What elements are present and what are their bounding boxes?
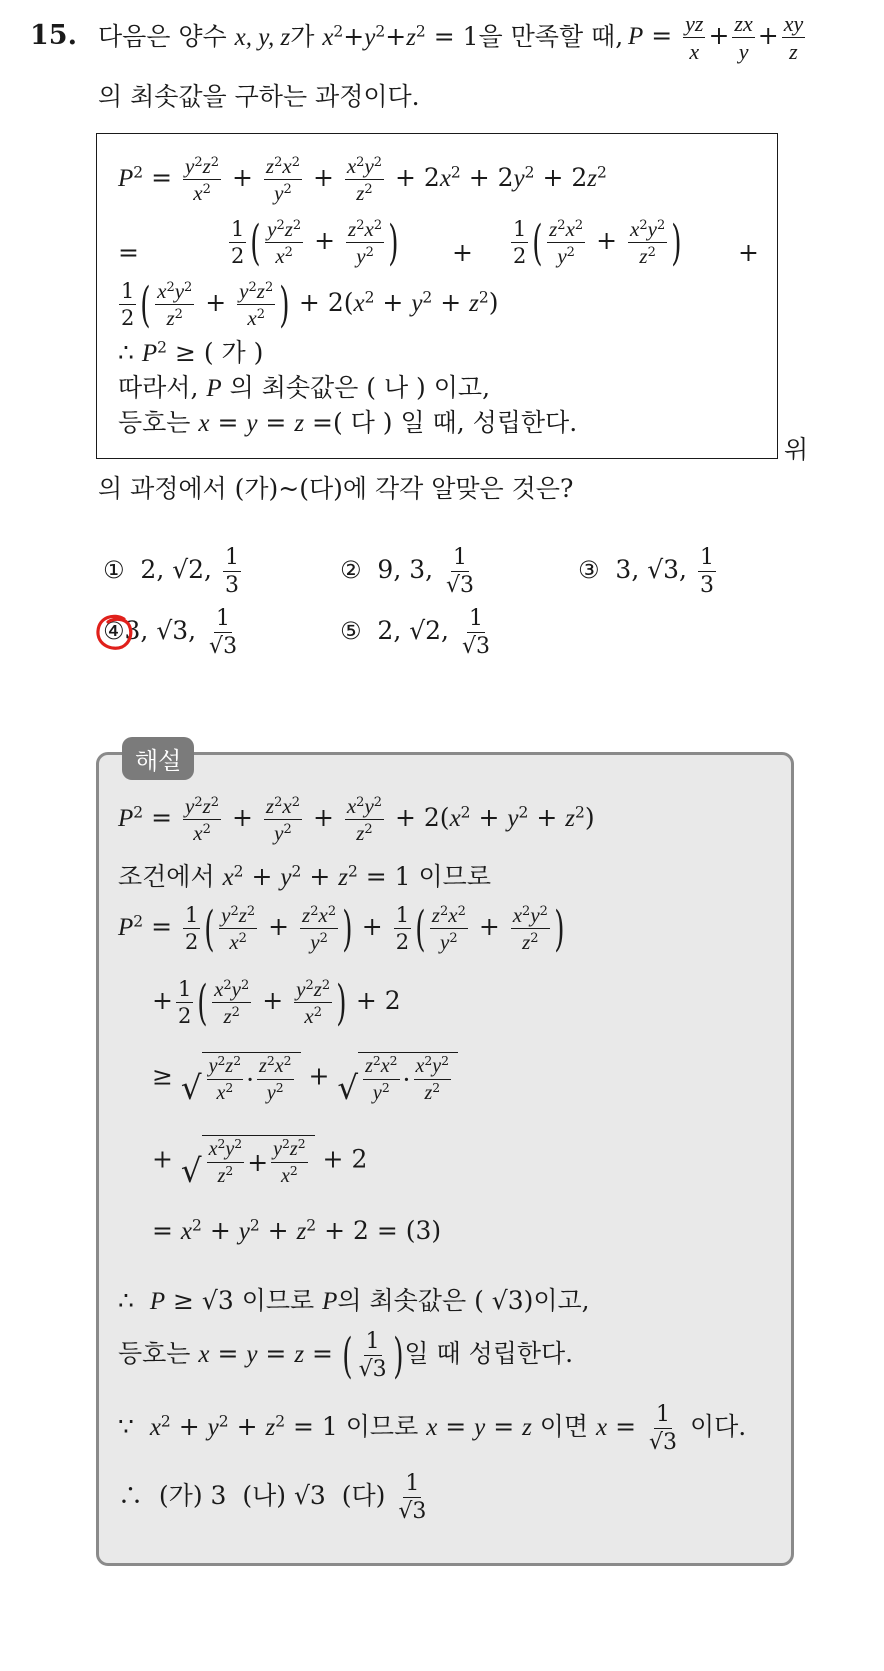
problem-statement: 다음은 양수 x, y, z가 $x^2+y^2+z^2 = 1$을 만족할 때, xyxy=(98,22,624,51)
intro-text: 다음은 양수 xyxy=(98,22,227,51)
condition-prefix: 가 xyxy=(290,22,315,51)
sol-line-4: + $\frac{1}{2}$ ( $\frac{x^2y^2}{z^2}$ + $\frac{y^2z^2}{x^2}$ ) + 2 xyxy=(152,974,401,1031)
eq-prefix: 등호는 xyxy=(118,408,191,437)
after-box-word: 위 xyxy=(784,435,809,464)
sol-line-5: ≥ √ $\frac{y^2z^2}{x^2}$ · $\frac{z^2x^2}{y^2}$ + √ $\frac{z^2x^2}{y^2}$ · $\frac{x^2y^2}{z^2}$ xyxy=(152,1052,458,1104)
final-ga: (가) 3 xyxy=(158,1481,227,1511)
box-line-5: 따라서, P 의 최솟값은 ( 나 ) 이고, xyxy=(118,373,491,402)
solution-badge: 해설 xyxy=(122,737,194,780)
eq-suffix: 일 때 성립한다. xyxy=(404,1339,574,1369)
conclusion-min: 의 최솟값은 xyxy=(337,1286,467,1315)
min-prefix: 따라서, xyxy=(118,373,199,402)
because-mid2: 이면 xyxy=(539,1412,589,1442)
because-suffix: 이다. xyxy=(689,1412,747,1442)
choice-4[interactable]: ④3, √3, $\frac{1}{√3}$ xyxy=(103,606,238,660)
sol-line-7: = $x^2 + y^2 + z^2 + 2 = (3)$ xyxy=(152,1216,442,1245)
choice-2[interactable]: ② 9, 3, $\frac{1}{√3}$ xyxy=(340,545,475,599)
result-text: = (3) xyxy=(376,1216,442,1245)
p-definition: P = $\frac{yz}{x}$ + $\frac{zx}{y}$ + $\frac{xy}{z}$ xyxy=(628,11,804,65)
eq-suffix: 일 때, 성립한다. xyxy=(400,408,578,437)
conclusion-mid: 이므로 xyxy=(241,1286,315,1315)
min-mid: 의 최솟값은 xyxy=(229,373,359,402)
sol-because: ∵ $x^2 + y^2 + z^2 = 1$ 이므로 x = y = z 이면 x = $\frac{1}{√3}$ 이다. xyxy=(118,1402,747,1456)
problem-number: 15. xyxy=(30,20,77,51)
box-line-1: $P^2$ = $\frac{y^2z^2}{x^2}$ + $\frac{z^2x^2}{y^2}$ + $\frac{x^2y^2}{z^2}$ + $2x^2 + 2y^2 + 2z^2$ xyxy=(118,154,607,206)
vars-text: x, y, z xyxy=(234,24,291,51)
question-text: 의 과정에서 (가)~(다)에 각각 알맞은 것은? xyxy=(98,474,574,503)
choice-marker: ② xyxy=(340,556,362,585)
box-line-3: $\frac{1}{2}$ ( $\frac{x^2y^2}{z^2}$ + $\frac{y^2z^2}{x^2}$ ) + $2(x^2 + y^2 + z^2)$ xyxy=(121,276,499,333)
box-line-2-term2: $\frac{1}{2}$ ( $\frac{z^2x^2}{y^2}$ + $\frac{x^2y^2}{z^2}$ ) xyxy=(513,214,682,271)
choice-5[interactable]: ⑤ 2, √2, $\frac{1}{√3}$ xyxy=(340,606,490,660)
box-line-6: 등호는 x = y = z =( 다 ) 일 때, 성립한다. xyxy=(118,408,578,437)
sol-conclusion-1: ∴ P ≥ √3 이므로 P의 최솟값은 ( √3)이고, xyxy=(118,1286,590,1315)
choice-marker: ① xyxy=(103,556,125,585)
eq-prefix: 등호는 xyxy=(118,1339,191,1369)
box-line-2-eq: = xyxy=(118,238,139,267)
choice-marker: ⑤ xyxy=(340,617,362,646)
blank-na: ( 나 ) xyxy=(366,373,426,402)
condition-suffix: 을 만족할 때, xyxy=(478,22,624,51)
conclusion-suffix: 이고, xyxy=(533,1286,590,1315)
sol-final: ∴ (가) 3 (나) √3 (다) $\frac{1}{√3}$ xyxy=(118,1471,427,1525)
plus-sign: + xyxy=(452,238,473,267)
choice-marker: ③ xyxy=(578,556,600,585)
final-na: (나) xyxy=(242,1481,287,1511)
choice-marker: ④ xyxy=(103,617,125,646)
because-symbol: ∵ xyxy=(118,1412,134,1442)
problem-line2: 의 최솟값을 구하는 과정이다. xyxy=(98,82,420,111)
sol-line-3: $P^2$ = $\frac{1}{2}$ ( $\frac{y^2z^2}{x^2}$ + $\frac{z^2x^2}{y^2}$ ) + $\frac{1}{2}$ ( $\frac{z^2x^2}{y^2}$ + $\frac{x^2y^2}{z^2}$ ) xyxy=(118,900,565,957)
box-line-4: ∴ $P^2$ ≥ ( 가 ) xyxy=(118,338,264,367)
final-da: (다) xyxy=(341,1481,386,1511)
therefore-symbol: ∴ xyxy=(118,1286,134,1315)
because-mid: 이므로 xyxy=(345,1412,419,1442)
sol-line-6: + √ $\frac{x^2y^2}{z^2}$ + $\frac{y^2z^2}{x^2}$ + 2 xyxy=(152,1136,368,1190)
box-line-2-term1: $\frac{1}{2}$ ( $\frac{y^2z^2}{x^2}$ + $\frac{z^2x^2}{y^2}$ ) xyxy=(231,214,399,271)
cond-text: 조건에서 xyxy=(118,862,215,891)
plus-sign: + xyxy=(738,238,759,267)
selected-answer-circle xyxy=(94,613,136,653)
conclusion-val: ( √3) xyxy=(474,1286,534,1315)
therefore-symbol: ∴ xyxy=(118,338,134,367)
therefore-symbol: ∴ xyxy=(118,1481,144,1511)
choice-3[interactable]: ③ 3, √3, $\frac{1}{3}$ xyxy=(578,545,714,599)
blank-ga: ( 가 ) xyxy=(203,338,264,367)
sol-line-2: 조건에서 $x^2 + y^2 + z^2 = 1$ 이므로 xyxy=(118,862,491,891)
blank-da: =( 다 ) xyxy=(312,408,393,437)
min-suffix: 이고, xyxy=(433,373,491,402)
sol-conclusion-2: 등호는 x = y = z = ( $\frac{1}{√3}$ )일 때 성립한다. xyxy=(118,1327,574,1384)
sol-line-1: $P^2$ = $\frac{y^2z^2}{x^2}$ + $\frac{z^2x^2}{y^2}$ + $\frac{x^2y^2}{z^2}$ + $2(x^2 + y^2 + z^2)$ xyxy=(118,794,595,846)
cond-suffix: 이므로 xyxy=(418,862,491,891)
choice-1[interactable]: ① 2, √2, $\frac{1}{3}$ xyxy=(103,545,239,599)
